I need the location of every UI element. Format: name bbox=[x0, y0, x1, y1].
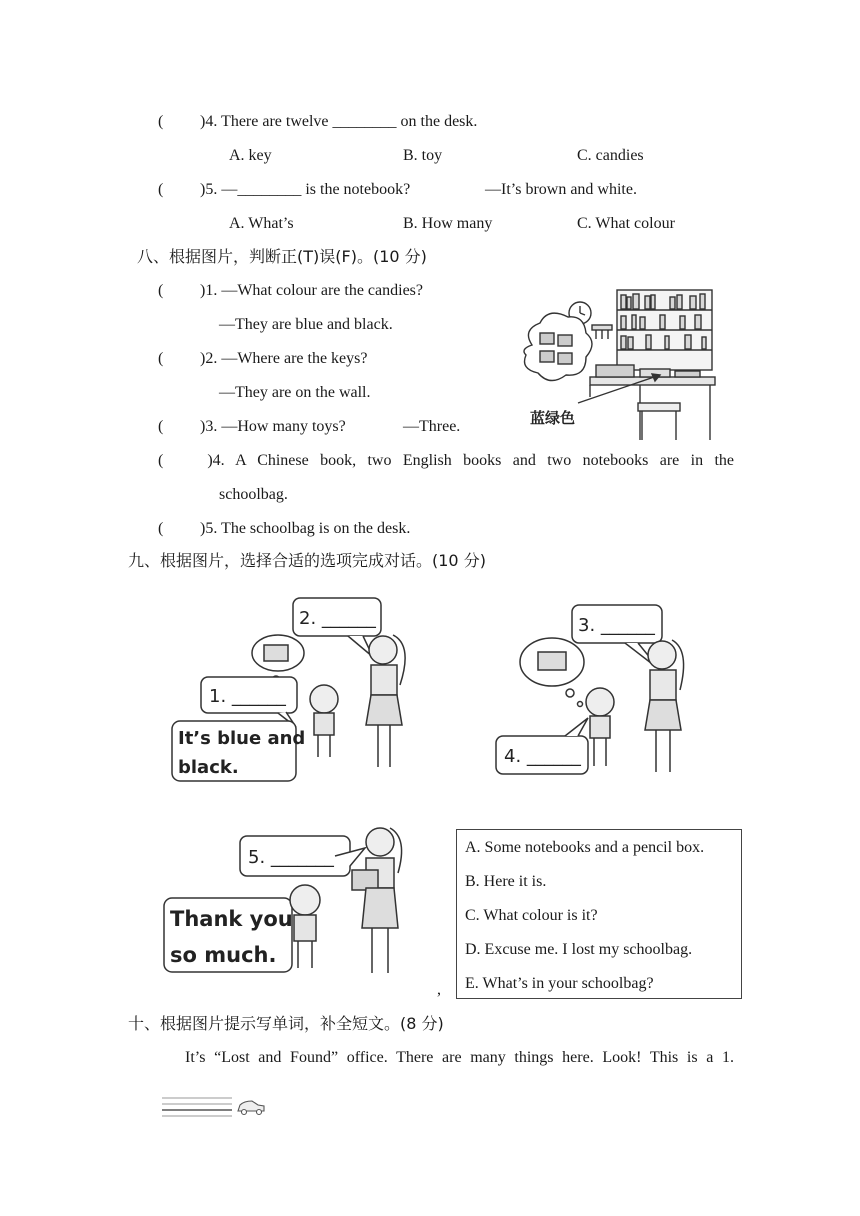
question-8-2 bbox=[158, 349, 367, 369]
answer-paren[interactable]: ( bbox=[158, 113, 164, 130]
options-box bbox=[456, 829, 742, 999]
question-answer: —Three. bbox=[403, 418, 461, 435]
option-b: B. How many bbox=[403, 215, 493, 232]
bubble-speech-1b: black. bbox=[178, 757, 239, 778]
dialogue-scene-1 bbox=[168, 595, 428, 785]
bubble-speech-5a: Thank you bbox=[170, 907, 293, 931]
answer-paren[interactable]: ( bbox=[158, 181, 164, 198]
question-text: )1. —What colour are the candies? bbox=[200, 282, 424, 299]
question-7-5 bbox=[158, 180, 410, 200]
question-text: )4. There are twelve ________ on the desk. bbox=[200, 113, 478, 130]
bubble-1: 1. ______ bbox=[209, 686, 286, 707]
question-answer: schoolbag. bbox=[219, 486, 288, 503]
question-text: )5. The schoolbag is on the desk. bbox=[200, 520, 411, 537]
toy-car-icon bbox=[238, 1101, 264, 1115]
bubble-speech-1a: It’s blue and bbox=[178, 728, 306, 749]
question-text: )3. —How many toys? bbox=[200, 418, 346, 435]
question-text: )2. —Where are the keys? bbox=[200, 350, 368, 367]
question-answer: —They are blue and black. bbox=[219, 316, 393, 333]
section-heading-9: 九、根据图片，选择合适的选项完成对话。(10 分) bbox=[128, 551, 486, 570]
bubble-4: 4. ______ bbox=[504, 746, 581, 767]
option-a: A. What’s bbox=[229, 215, 294, 232]
question-8-3 bbox=[158, 417, 346, 437]
comma-mark: , bbox=[437, 981, 441, 998]
answer-paren[interactable]: ( bbox=[158, 350, 164, 367]
option-c: C. candies bbox=[577, 147, 644, 164]
bubble-3: 3. ______ bbox=[578, 615, 655, 636]
option-a: A. key bbox=[229, 147, 272, 164]
picture-label: 蓝绿色 bbox=[530, 409, 576, 427]
option-item: A. Some notebooks and a pencil box. bbox=[465, 839, 705, 856]
question-reply: —It’s brown and white. bbox=[485, 181, 637, 198]
answer-paren[interactable]: ( bbox=[158, 282, 164, 299]
dialogue-scene-3 bbox=[160, 818, 420, 978]
option-c: C. What colour bbox=[577, 215, 675, 232]
option-item: D. Excuse me. I lost my schoolbag. bbox=[465, 941, 693, 958]
section-heading-10: 十、根据图片提示写单词，补全短文。(8 分) bbox=[128, 1014, 444, 1033]
option-item: B. Here it is. bbox=[465, 873, 547, 890]
bubble-2: 2. ______ bbox=[299, 608, 376, 629]
question-text: )5. —________ is the notebook? bbox=[200, 181, 411, 198]
question-answer: —They are on the wall. bbox=[219, 384, 371, 401]
question-text: )4. A Chinese book, two English books and two notebooks are in the bbox=[207, 452, 734, 469]
option-b: B. toy bbox=[403, 147, 443, 164]
dialogue-scene-2 bbox=[490, 600, 700, 780]
word-writing-lines[interactable] bbox=[160, 1094, 270, 1124]
question-7-4 bbox=[158, 112, 477, 132]
bubble-speech-5b: so much. bbox=[170, 943, 277, 967]
passage-text: It’s “Lost and Found” office. There are many things here. Look! This is a 1. bbox=[185, 1049, 734, 1066]
answer-paren[interactable]: ( bbox=[158, 520, 164, 537]
bubble-5: 5. _______ bbox=[248, 847, 334, 868]
question-8-5 bbox=[158, 519, 410, 539]
question-8-1 bbox=[158, 281, 423, 301]
answer-paren[interactable]: ( bbox=[158, 418, 164, 435]
section-heading-8: 八、根据图片，判断正(T)误(F)。(10 分) bbox=[137, 247, 427, 266]
answer-paren[interactable]: ( bbox=[158, 452, 164, 469]
question-8-4 bbox=[158, 451, 734, 471]
option-item: C. What colour is it? bbox=[465, 907, 598, 924]
classroom-illustration bbox=[520, 285, 742, 445]
option-item: E. What’s in your schoolbag? bbox=[465, 975, 654, 992]
